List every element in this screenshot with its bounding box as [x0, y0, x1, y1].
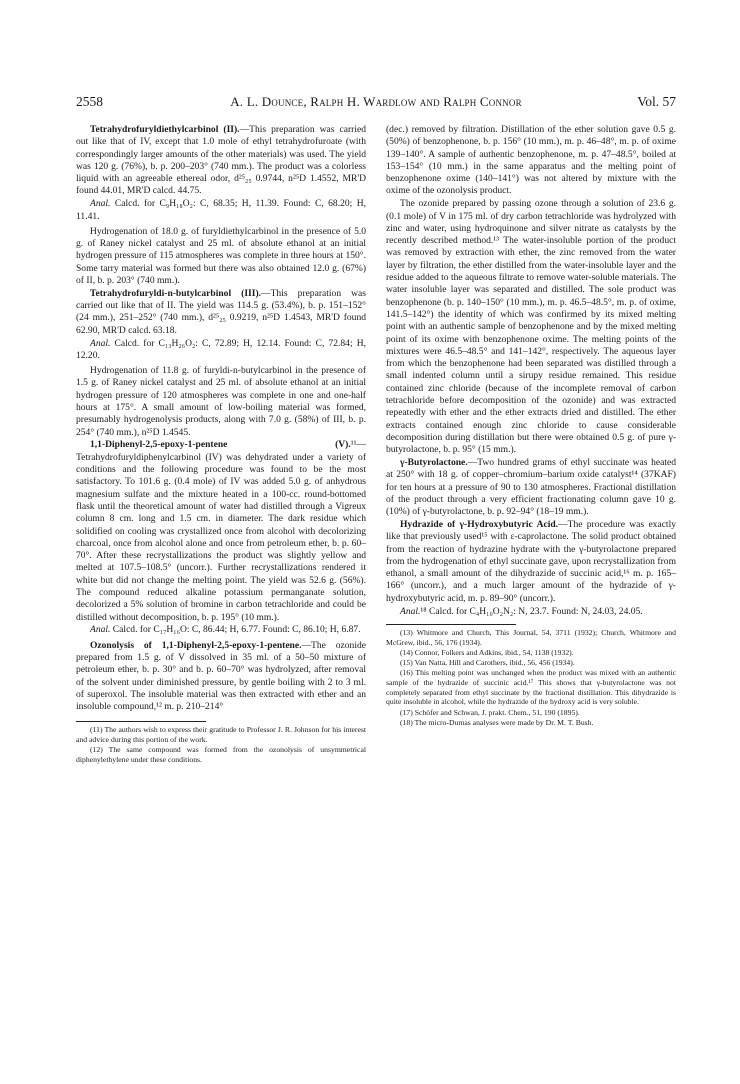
analysis-values: Calcd. for C₁₇H₁₆O: C, 86.44; H, 6.77. Found: C, 86.10; H, 6.87. — [110, 624, 361, 636]
section-title: γ-Butyrolactone. — [400, 457, 468, 469]
footnote-11: (11) The authors wish to express their gratitude to Professor J. R. Johnson for his interest and advice during this portion of the work. — [76, 725, 366, 745]
section-title: Hydrazide of γ-Hydroxybutyric Acid. — [400, 519, 559, 530]
analysis-line — [76, 198, 366, 223]
paragraph-continuation: (dec.) removed by filtration. Distillation of the ether solution gave 0.5 g. (50%) of benzophenone, b. p. 156° (10 mm.), m. p. 46–48°, m. p. of oxime 139–140°. A sample of authentic benzophenone, m. p. 47–48.5°, boiled at 153–154° (10 mm.) in the same apparatus and the melting point of benzophenone oxime (140–141°) was not altered by mixture with the oxime of the ozonolysis product. — [386, 124, 676, 197]
footnote-18: (18) The micro-Dumas analyses were made by Dr. M. T. Bush. — [400, 717, 594, 727]
paragraph-carbinol-ii — [76, 124, 366, 198]
paragraph-body: ¹¹—Tetrahydrofuryldiphenylcarbinol (IV) was dehydrated under a variety of conditions and the following procedure was found to be the most satisfactory. To 101.6 g. (0.4 mole) of IV was added 5.0 g. of anhydrous magnesium sulfate and the mixture heated in a 100-cc. round-bottomed flask until the theoretical amount of water had distilled through a Vigreux column 8 cm. long and 1.5 cm. in diameter. The dark residue which solidified on cooling was crystallized once from alcohol with decolorizing charcoal, once from alcohol alone and once from petroleum ether, b. p. 60–70°. After these recrystallizations the product was slightly yellow and melted at 107.5–108.5° (uncorr.). Further recrystallizations rendered it white but did not change the melting point. The yield was 52.6 g. (56%). The compound reduced alkaline potassium permanganate solution, decolorized a 5% solution of bromine in carbon tetrachloride and could be distilled without decomposition, b. p. 195° (10 mm.). — [76, 439, 366, 623]
analysis-label: Anal. — [90, 198, 111, 210]
paragraph-body: —Two hundred grams of ethyl succinate was heated at 250° with 18 g. of copper–chromium–barium oxide catalyst¹⁴ (37KAF) for ten hours at a pressure of 90 to 130 atmospheres. Fractional distillation of the product through a very efficient fractionating column gave 10 g. (10%) of γ-butyrolactone, b. p. 92–94° (18–19 mm.). — [386, 457, 676, 518]
footnote-14: (14) Connor, Folkers and Adkins, ibid., 54, 1138 (1932). — [400, 647, 574, 657]
footnote-rule — [386, 624, 516, 625]
analysis-values: Calcd. for C₁₃H₂₆O₂: C, 72.89; H, 12.14. Found: C, 72.84; H, 12.20. — [76, 337, 366, 361]
paragraph-body: —The ozonide prepared from 1.5 g. of V dissolved in 35 ml. of a 50–50 mixture of petroleum ether, b. p. 30° and b. p. 60–70° was hydrolyzed, after removal of the solvent under diminished pressure, by gentle boiling with 2 to 3 ml. of superoxol. The insoluble material was then extracted with ether and an insoluble compound,¹² m. p. 210–214° — [76, 639, 366, 713]
footnote-15: (15) Van Natta, Hill and Carothers, ibid., 56, 456 (1934). — [400, 657, 575, 667]
paragraph-epoxy-pentene — [76, 439, 366, 623]
paragraph-hydrogenation-2: Hydrogenation of 11.8 g. of furyldi-n-butylcarbinol in the presence of 1.5 g. of Raney nickel catalyst and 25 ml. of absolute ethanol at an initial hydrogen pressure of 120 atmospheres was complete in one and one-half hours at 175°. A small amount of low-boiling material was formed, presumably hydrogenolysis products, along with 7.0 g. (58%) of III, b. p. 254° (740 mm.), n²⁵D 1.4545. — [76, 365, 366, 438]
analysis-line — [76, 338, 366, 363]
analysis-values: Calcd. for C₉H₁₈O₂: C, 68.35; H, 11.39. Found: C, 68.20; H, 11.41. — [76, 198, 366, 222]
page-number: 2558 — [76, 94, 103, 109]
paragraph-butyrolactone — [386, 457, 676, 518]
paragraph-hydrazide — [386, 519, 676, 605]
analysis-line — [76, 624, 366, 636]
running-header — [76, 94, 676, 116]
paragraph-carbinol-iii — [76, 288, 366, 337]
paragraph-body: —The procedure was exactly like that previously used¹⁵ with ε-caprolactone. The solid product obtained from the reaction of hydrazine hydrate with the γ-butyrolactone prepared from the hydrogenation of ethyl succinate gave, upon recrystallization from ethanol, a small amount of the dihydrazide of succinic acid,¹⁶ m. p. 165–166° (uncorr.), and a much larger amount of the hydrazide of γ-hydroxybutyric acid, m. p. 89–90° (uncorr.). — [386, 519, 677, 604]
footnote-12: (12) The same compound was formed from the ozonolysis of unsymmetrical diphenylethylene under these conditions. — [76, 745, 366, 765]
analysis-label: Anal. — [400, 605, 421, 617]
right-column — [386, 124, 676, 728]
section-title: Ozonolysis of 1,1-Diphenyl-2,5-epoxy-1-pentene. — [90, 639, 302, 651]
paragraph-body: —This preparation was carried out like that of IV, except that 1.0 mole of ethyl tetrahydrofuroate (with correspondingly larger amounts of the other materials) was used. The yield was 120 g. (76%), b. p. 200–203° (740 mm.). The product was a colorless liquid with an agreeable ethereal odor, d²⁵₂₅ 0.9744, n²⁵D 1.4552, MR'D found 44.01, MR'D calcd. 44.75. — [76, 124, 366, 197]
analysis-label: Anal. — [90, 337, 111, 349]
paragraph-ozonide: The ozonide prepared by passing ozone through a solution of 23.6 g. (0.1 mole) of V in 175 ml. of dry carbon tetrachloride was hydrolyzed with zinc and water, using hydroquinone and silver nitrate as catalysts by the recently described method.¹³ The water-insoluble portion of the product was removed by extraction with ether, the zinc removed from the water layer by filtration, the ether distilled from the water-insoluble layer and the residue added to the aqueous filtrate to remove water-soluble materials. The water insoluble layer was separated and distilled. The sole product was benzophenone (b. p. 140–150° (10 mm.), m. p. 46.5–48.5°, m. p. of oxime, 141.5–142°) the identity of which was confirmed by its mixed melting point with an authentic sample of benzophenone and by the mixed melting point of its oxime with benzophenone oxime. The melting points of the mixtures were 46.5–48.5° and 141–142°, respectively. The aqueous layer from which the benzophenone had been separated was distilled through a small indented column until a sirupy residue remained. This residue contained zinc chloride (because of the incomplete removal of carbon tetrachloride before decomposition of the ozonide) and was extracted repeatedly with ether and the ether extracts dried and distilled. The ether extracts contained enough zinc chloride to cause considerable decomposition during distillation but there were obtained 0.5 g. of pure γ-butyrolactone, b. p. 95° (15 mm.). — [386, 198, 676, 456]
footnote-17: (17) Schöfer and Schwan, J. prakt. Chem., 51, 190 (1895). — [400, 707, 580, 717]
footnote-16: (16) This melting point was unchanged when the product was mixed with an authentic sample of the hydrazide of succinic acid.¹⁷ This shows that γ-butyrolactone was not completely separated from ethyl succinate by the fractional distillation. This dihydrazide is quite insoluble in alcohol, while the hydrazide of the hydroxy acid is very soluble. — [386, 668, 676, 707]
footnote-rule — [76, 721, 206, 722]
footnote-13: (13) Whitmore and Church, This Journal, 54, 3711 (1932); Church, Whitmore and McGrew, ibid., 56, 176 (1934). — [386, 627, 676, 647]
running-header-authors: A. L. Dounce, Ralph H. Wardlow and Ralph Connor — [230, 94, 522, 109]
section-title: Tetrahydrofuryldiethylcarbinol (II). — [90, 124, 240, 135]
paragraph-body: —This preparation was carried out like that of II. The yield was 114.5 g. (53.4%), b. p. 151–152° (24 mm.), 251–252° (740 mm.), d²⁵₂₅ 0.9219, n²⁵D 1.4543, MR'D found 62.90, MR'D calcd. 63.18. — [76, 287, 366, 336]
paragraph-ozonolysis — [76, 640, 366, 714]
analysis-line — [386, 606, 676, 618]
analysis-values: ¹⁸ Calcd. for C₄H₁₀O₂N₂: N, 23.7. Found: N, 24.03, 24.05. — [420, 605, 643, 617]
left-column — [76, 124, 366, 765]
section-title: Tetrahydrofuryldi-n-butylcarbinol (III). — [90, 287, 262, 299]
paragraph-hydrogenation-1: Hydrogenation of 18.0 g. of furyldiethylcarbinol in the presence of 5.0 g. of Raney nickel catalyst and 25 ml. of absolute ethanol at an initial hydrogen pressure of 115 atmospheres was complete in three hours at 150°. Some tarry material was formed but there was also obtained 12.0 g. (67%) of II, b. p. 203° (740 mm.). — [76, 225, 366, 287]
volume-number: Vol. 57 — [637, 94, 676, 109]
section-title: 1,1-Diphenyl-2,5-epoxy-1-pentene (V). — [90, 439, 351, 451]
analysis-label: Anal. — [90, 624, 111, 636]
